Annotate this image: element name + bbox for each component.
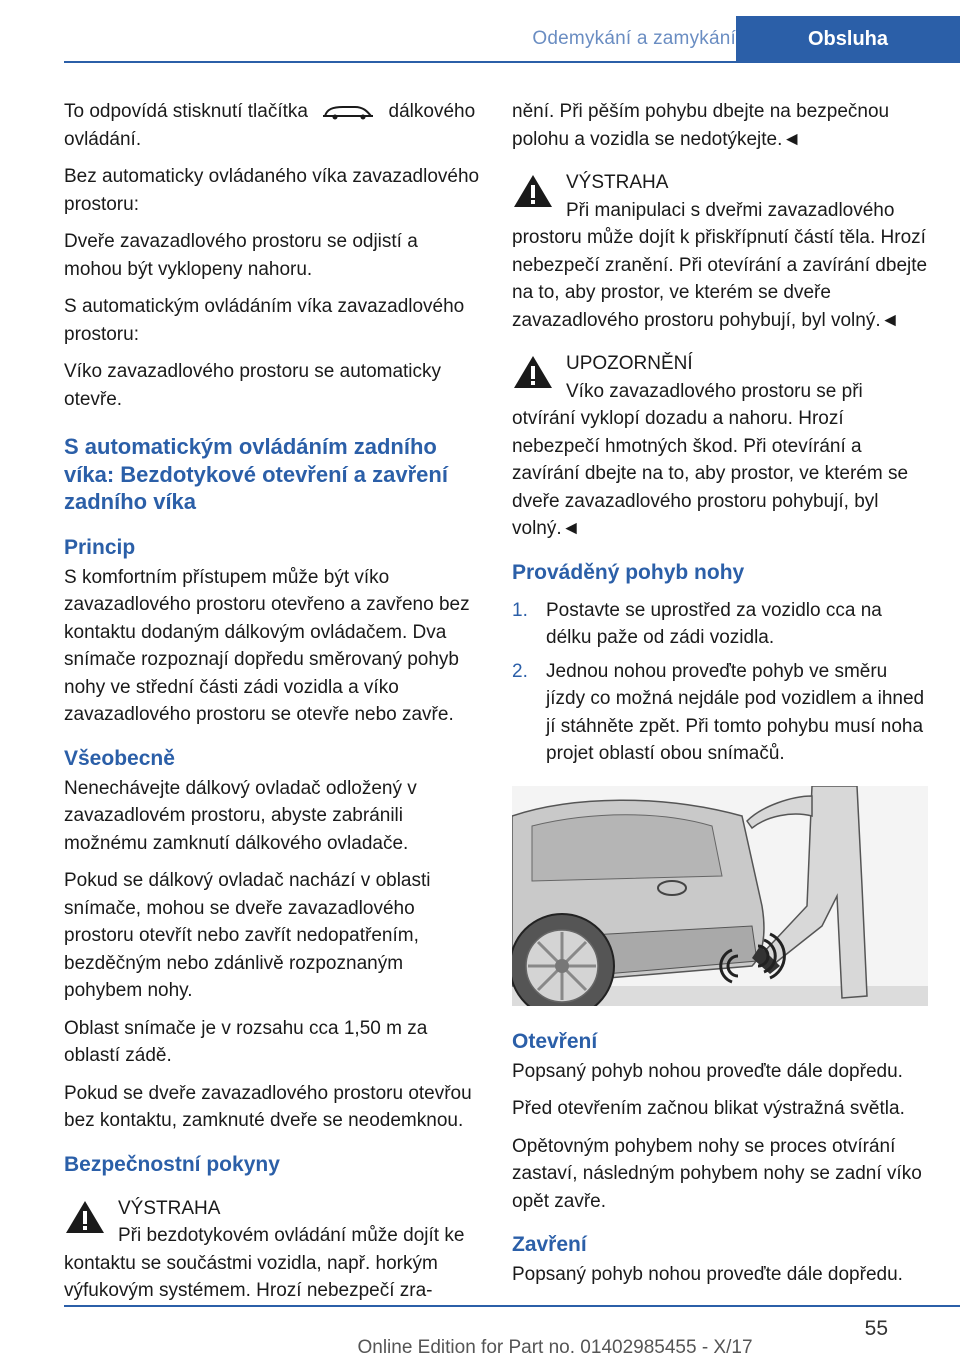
warning-triangle-icon — [64, 1199, 106, 1235]
tailgate-button-icon — [321, 103, 375, 121]
subheading-zavreni: Zavření — [512, 1233, 587, 1256]
warning-triangle-icon — [512, 173, 554, 209]
text-fragment: To odpovídá stisknutí tlačítka — [64, 101, 308, 122]
paragraph: Pokud se dveře zavazadlového prostoru otevřou bez kontaktu, zamknuté dveře se neodemknou. — [64, 1082, 472, 1131]
section-heading: S automatickým ovládáním zadního víka: Bezdotykové otevření a zavření zadního víka — [64, 434, 448, 514]
chapter-tab: Obsluha — [736, 16, 960, 62]
warning-title: VÝSTRAHA — [566, 172, 669, 193]
footer-rule — [64, 1305, 960, 1307]
paragraph: Opětovným pohybem nohy se proces otvírání zastaví, následným pohybem nohy se zadní víko opět zavře. — [512, 1135, 922, 1212]
warning-continuation: nění. Při pěším pohybu dbejte na bezpečnou polohu a vozidla se nedotýkejte.◄ — [512, 101, 890, 150]
paragraph: Pokud se dálkový ovladač nachází v oblasti snímače, mohou se dveře zavazadlového prostoru otevřít nebo zavřít nedopatřením, bezděčným nebo zdánlivě rozpoznaným pohybem nohy. — [64, 870, 431, 1001]
paragraph: Bez automaticky ovládaného víka zavazadlového prostoru: — [64, 166, 480, 215]
list-item — [512, 597, 928, 652]
header-rule — [64, 61, 960, 63]
warning-title: VÝSTRAHA — [118, 1197, 221, 1219]
step-number: 1. — [512, 599, 528, 621]
notice-text: Víko zavazadlového prostoru se při otvírání vyklopí dozadu a nahoru. Hrozí nebezpečí hmotných škod. Při otevírání a zavírání dbejte na to, aby prostor, ve kterém se dveře zavazadlového prostoru pohybují, byl volný.◄ — [512, 380, 909, 539]
paragraph: Dveře zavazadlového prostoru se odjistí a mohou být vyklopeny nahoru. — [64, 231, 418, 280]
paragraph: S automatickým ovládáním víka zavazadlového prostoru: — [64, 296, 465, 345]
paragraph: S komfortním přístupem může být víko zavazadlového prostoru otevřeno a zavřeno bez kontaktu dodaným dálkovým ovládačem. Dva snímače rozpoznají dopředu směrovaný pohyb nohy ve střední části zádi vozidla a víko zavazadlového prostoru se otevře nebo zavře. — [64, 566, 470, 725]
warning-triangle-icon — [512, 354, 554, 390]
warning-block — [64, 1195, 480, 1305]
right-column — [512, 98, 928, 1299]
paragraph: Nenechávejte dálkový ovladač odložený v zavazadlovém prostoru, abyste zabránili možnému zamknutí dálkového ovladače. — [64, 777, 417, 854]
notice-block — [512, 350, 928, 543]
subheading-bezpecnost: Bezpečnostní pokyny — [64, 1152, 280, 1176]
paragraph: Víko zavazadlového prostoru se automaticky otevře. — [64, 361, 442, 410]
warning-text: Při manipulaci s dveřmi zavazadlového prostoru může dojít k přiskřípnutí částí těla. Hrozí nebezpečí zranění. Při otevírání a zavírání dbejte na to, aby prostor, ve kterém se dveře zavazadlového prostoru pohybují, byl volný.◄ — [512, 199, 928, 331]
paragraph-remote-button — [64, 98, 480, 153]
subheading-pohyb-nohy: Prováděný pohyb nohy — [512, 560, 745, 584]
list-item — [512, 658, 928, 768]
left-column — [64, 98, 480, 1319]
notice-title: UPOZORNĚNÍ — [566, 353, 693, 374]
paragraph: Popsaný pohyb nohou proveďte dále dopředu. — [512, 1264, 903, 1285]
warning-block — [512, 169, 928, 334]
section-title: Odemykání a zamykání — [532, 28, 736, 49]
subheading-vseobecne: Všeobecně — [64, 746, 175, 770]
subheading-princip: Princip — [64, 535, 136, 559]
step-text: Jednou nohou proveďte pohyb ve směru jízdy co možná nejdále pod vozidlem a ihned jí stáhněte zpět. Při tomto pohybu musí noha projet oblastí obou snímačů. — [546, 660, 925, 764]
steps-list — [512, 597, 928, 768]
page-number: 55 — [864, 1317, 888, 1340]
step-number: 2. — [512, 660, 528, 682]
warning-text: Při bezdotykovém ovládání může dojít ke kontaktu se součástmi vozidla, např. horkým výfukovým systémem. Hrozí nebezpečí zra- — [64, 1225, 465, 1301]
step-text: Postavte se uprostřed za vozidlo cca na délku paže od zádi vozidla. — [546, 599, 882, 648]
text-fragment: dálkového ovládání. — [64, 101, 476, 150]
edition-note: Online Edition for Part no. 01402985455 - X/17 — [357, 1337, 753, 1358]
paragraph: Popsaný pohyb nohou proveďte dále dopředu. — [512, 1060, 903, 1082]
paragraph: Před otevřením začnou blikat výstražná světla. — [512, 1098, 905, 1119]
foot-gesture-illustration — [512, 786, 928, 1006]
paragraph: Oblast snímače je v rozsahu cca 1,50 m za oblastí zádě. — [64, 1017, 428, 1066]
subheading-otevreni: Otevření — [512, 1029, 598, 1053]
